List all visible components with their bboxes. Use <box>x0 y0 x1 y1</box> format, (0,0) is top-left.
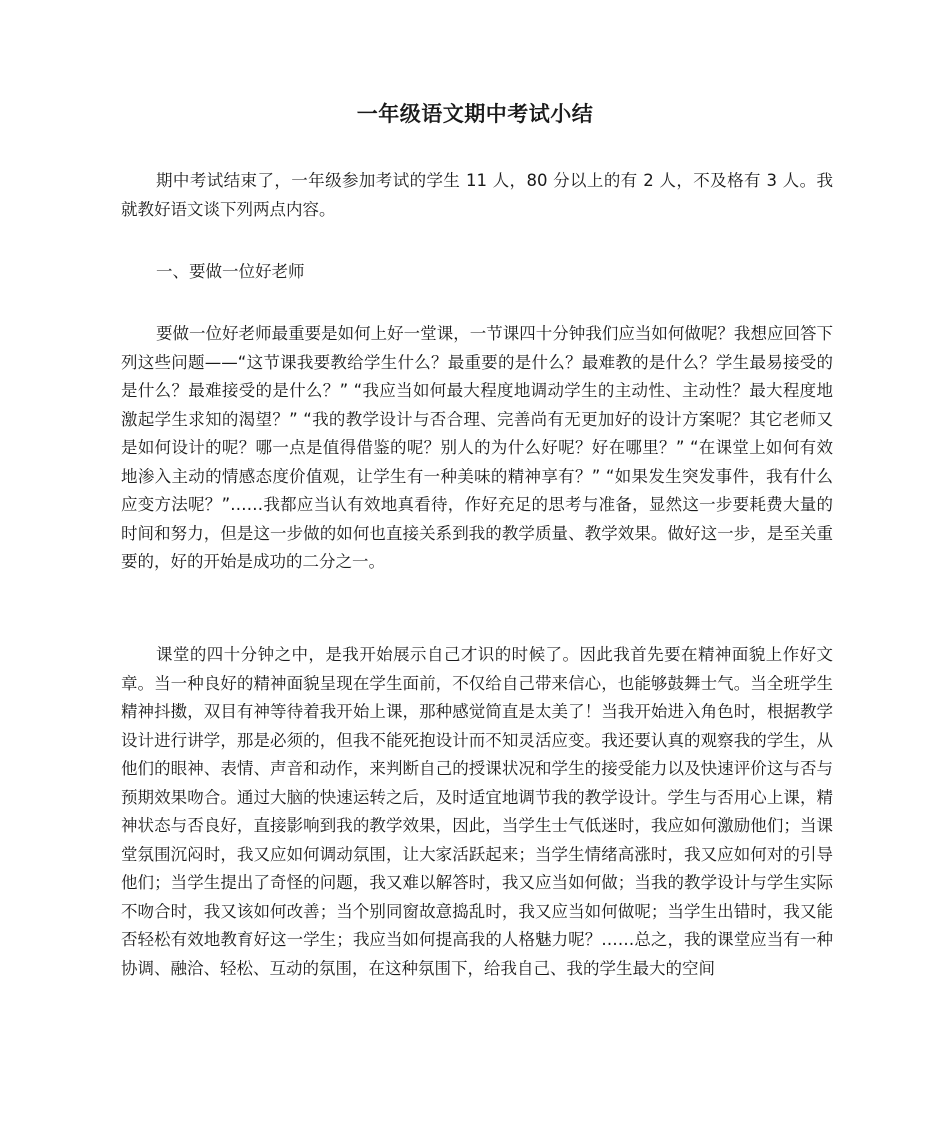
paragraph-body: 要做一位好老师最重要是如何上好一堂课，一节课四十分钟我们应当如何做呢？我想应回答下列这些问题——“这节课我要教给学生什么？最重要的是什么？最难教的是什么？学生最易接受的是什么？最难接受的是什么？” “我应当如何最大程度地调动学生的主动性、主动性？最大程度地激起学生求知的渴望？” “我的教学设计与否合理、完善尚有无更加好的设计方案呢？其它老师又是如何设计的呢？哪一点是值得借鉴的呢？别人的为什么好呢？好在哪里？” “在课堂上如何有效地渗入主动的情感态度价值观，让学生有一种美味的精神享有？” “如果发生突发事件，我有什么应变方法呢？”……我都应当认有效地真看待，作好充足的思考与准备，显然这一步要耗费大量的时间和努力，但是这一步做的如何也直接关系到我的教学质量、教学效果。做好这一步，是至关重要的，好的开始是成功的二分之一。 <box>121 324 833 571</box>
section-heading: 一、要做一位好老师 <box>156 262 305 281</box>
paragraph-body: 课堂的四十分钟之中，是我开始展示自己才识的时候了。因此我首先要在精神面貌上作好文章。当一种良好的精神面貌呈现在学生面前，不仅给自己带来信心，也能够鼓舞士气。当全班学生精神抖擞，双目有神等待着我开始上课，那种感觉简直是太美了！当我开始进入角色时，根据教学设计进行讲学，那是必须的，但我不能死抱设计而不知灵活应变。我还要认真的观察我的学生，从他们的眼神、表情、声音和动作，来判断自己的授课状况和学生的接受能力以及快速评价这与否与预期效果吻合。通过大脑的快速运转之后，及时适宜地调节我的教学设计。学生与否用心上课，精神状态与否良好，直接影响到我的教学效果，因此，当学生士气低迷时，我应如何激励他们；当课堂氛围沉闷时，我又应如何调动氛围，让大家活跃起来；当学生情绪高涨时，我又应如何对的引导他们；当学生提出了奇怪的问题，我又难以解答时，我又应当如何做；当我的教学设计与学生实际不吻合时，我又该如何改善；当个别同窗故意捣乱时，我又应当如何做呢；当学生出错时，我又能否轻松有效地教育好这一学生；我应当如何提高我的人格魅力呢？……总之，我的课堂应当有一种协调、融洽、轻松、互动的氛围，在这种氛围下，给我自己、我的学生最大的空间 <box>121 645 833 978</box>
document-title: 一年级语文期中考试小结 <box>356 102 594 126</box>
paragraph-intro: 期中考试结束了，一年级参加考试的学生 11 人，80 分以上的有 2 人，不及格有 3 人。我就教好语文谈下列两点内容。 <box>121 171 833 219</box>
